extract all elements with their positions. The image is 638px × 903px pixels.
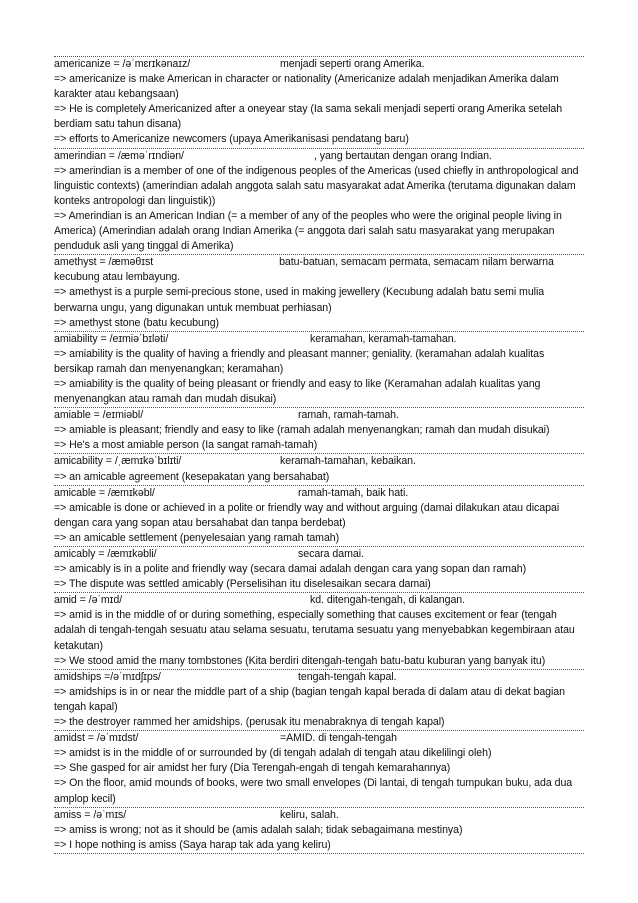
entry-line: => Amerindian is an American Indian (= a member of any of the peoples who were the original people living in America) (Amerindian adalah orang Indian Amerika (= anggota dari salah satu masyarakat yang merupakan penduduk asli yang tinggal di Amerika) [54,209,562,253]
translation: batu-batuan, semacam permata, semacam nilam berwarna kecubung atau lembayung. [54,256,554,284]
entry-line: => an amicable agreement (kesepakatan yang bersahabat) [54,470,330,483]
dictionary-entry [54,485,584,546]
entry-line: => I hope nothing is amiss (Saya harap tak ada yang keliru) [54,838,331,851]
entry-headline [54,486,584,501]
entry-line: => He's a most amiable person (Ia sangat ramah-tamah) [54,439,318,452]
entry-line: => amerindian is a member of one of the indigenous peoples of the Americas (used chiefly in anthropological and linguistic contexts) (amerindian adalah anggota salah satu masyarakat adat Amerika (terutama digunakan dalam konteks antropologi dan linguistik)) [54,164,579,207]
headword: americanize = /əˈmɛrɪkənaɪz/ [54,58,191,70]
entry-line: => the destroyer rammed her amidships. (perusak itu menabraknya di tengah kapal) [54,716,445,729]
headword: amiable = /eɪmiəbl/ [54,409,144,422]
dictionary-entry [54,592,584,668]
dictionary-entry [54,453,584,484]
translation: keliru, salah. [280,808,339,821]
entry-line: => americanize is make American in character or nationality (Americanize adalah menjadikan Amerika dalam karakter atau kebangsaan) [54,73,559,101]
translation: keramahan, keramah-tamahan. [310,332,457,345]
headword: amiss = /əˈmɪs/ [54,808,127,821]
headword: amicable = /æmɪkəbl/ [54,486,155,499]
headword: amicably = /æmɪkəbli/ [54,548,157,560]
entry-line: => amid is in the middle of or during something, especially something that causes excitement or fear (tengah adalah di tengah-tengah sesuatu atau selama sesuatu, terutama sesuatu yang menyebabkan kegembiraan atau ketakutan) [54,609,575,652]
translation: ramah-tamah, baik hati. [298,486,409,499]
entry-headline [54,408,584,423]
entry-line: => She gasped for air amidst her fury (Dia Terengah-engah di tengah kemarahannya) [54,762,451,775]
entry-headline [54,731,584,746]
entry-headline [54,593,584,608]
dictionary-entry [54,546,584,592]
entry-line: => The dispute was settled amicably (Perselisihan itu diselesaikan secara damai) [54,578,431,591]
headword: amerindian = /æməˈrɪndiən/ [54,149,184,162]
headword: amid = /əˈmɪd/ [54,594,123,607]
entry-line: => amicably is in a polite and friendly way (secara damai adalah dengan cara yang sopan dan ramah) [54,563,527,576]
entry-line: => amethyst is a purple semi-precious stone, used in making jewellery (Kecubung adalah batu semi mulia berwarna ungu, yang digunakan untuk membuat perhiasan) [54,286,545,314]
entry-headline [54,808,584,823]
translation: kd. ditengah-tengah, di kalangan. [310,594,466,607]
entry-line: => amidships is in or near the middle part of a ship (bagian tengah kapal berada di dalam atau di dekat bagian tengah kapal) [54,685,565,713]
entry-line: => amiable is pleasant; friendly and easy to like (ramah adalah menyenangkan; ramah dan mudah disukai) [54,424,550,437]
headword: amidships =/əˈmɪdʃɪps/ [54,670,161,683]
entry-headline [54,149,584,164]
entry-headline [54,670,584,685]
dictionary-entry [54,254,584,330]
dictionary-entry [54,807,584,854]
entry-line: => amethyst stone (batu kecubung) [54,316,220,329]
dictionary-entry [54,730,584,806]
translation: keramah-tamahan, kebaikan. [280,455,416,468]
headword: amidst = /əˈmɪdst/ [54,732,139,745]
translation: ramah, ramah-tamah. [298,409,399,422]
entry-line: => amiability is the quality of being pleasant or friendly and easy to like (Keramahan adalah kualitas yang menyenangkan atau ramah dan mudah disukai) [54,377,541,406]
entry-line: => amiability is the quality of having a friendly and pleasant manner; geniality. (keramahan adalah kualitas bersikap ramah dan menyenangkan; keramahan) [54,347,545,375]
entry-headline [54,547,584,562]
headword: amicability = /ˌæmɪkəˈbɪlɪti/ [54,455,182,468]
entry-line: => an amicable settlement (penyelesaian yang ramah tamah) [54,531,340,544]
entry-headline [54,255,584,285]
entry-headline [54,332,584,347]
entry-line: => efforts to Americanize newcomers (upaya Amerikanisasi pendatang baru) [54,133,409,146]
entry-line: => On the floor, amid mounds of books, were two small envelopes (Di lantai, di tengah tumpukan buku, ada dua amplop kecil) [54,777,573,805]
entry-line: => We stood amid the many tombstones (Kita berdiri ditengah-tengah batu-batu kuburan yang banyak itu) [54,654,546,667]
entry-line: => He is completely Americanized after a oneyear stay (Ia sama sekali menjadi seperti orang Amerika setelah berdiam satu tahun disana) [54,103,563,131]
headword: amethyst = /æməθɪst [54,256,154,269]
entry-headline [54,57,584,72]
translation: secara damai. [298,548,364,560]
entry-line: => amidst is in the middle of or surrounded by (di tengah adalah di tengah atau dikelilingi oleh) [54,747,492,760]
headword: amiability = /eɪmiəˈbɪləti/ [54,332,169,345]
translation: menjadi seperti orang Amerika. [280,58,425,70]
dictionary-page [54,56,584,854]
translation: tengah-tengah kapal. [298,670,397,683]
entry-line: => amicable is done or achieved in a polite or friendly way and without arguing (damai dilakukan atau dicapai dengan cara yang sopan atau bersahabat dan tanpa berdebat) [54,501,560,529]
dictionary-entry [54,407,584,453]
translation: =AMID. di tengah-tengah [280,732,397,745]
translation: , yang bertautan dengan orang Indian. [314,149,492,162]
dictionary-entry [54,669,584,730]
dictionary-entry [54,56,584,148]
entry-line: => amiss is wrong; not as it should be (amis adalah salah; tidak sebagaimana mestinya) [54,823,463,836]
entry-headline [54,454,584,469]
dictionary-entry [54,148,584,255]
dictionary-entry [54,331,584,407]
